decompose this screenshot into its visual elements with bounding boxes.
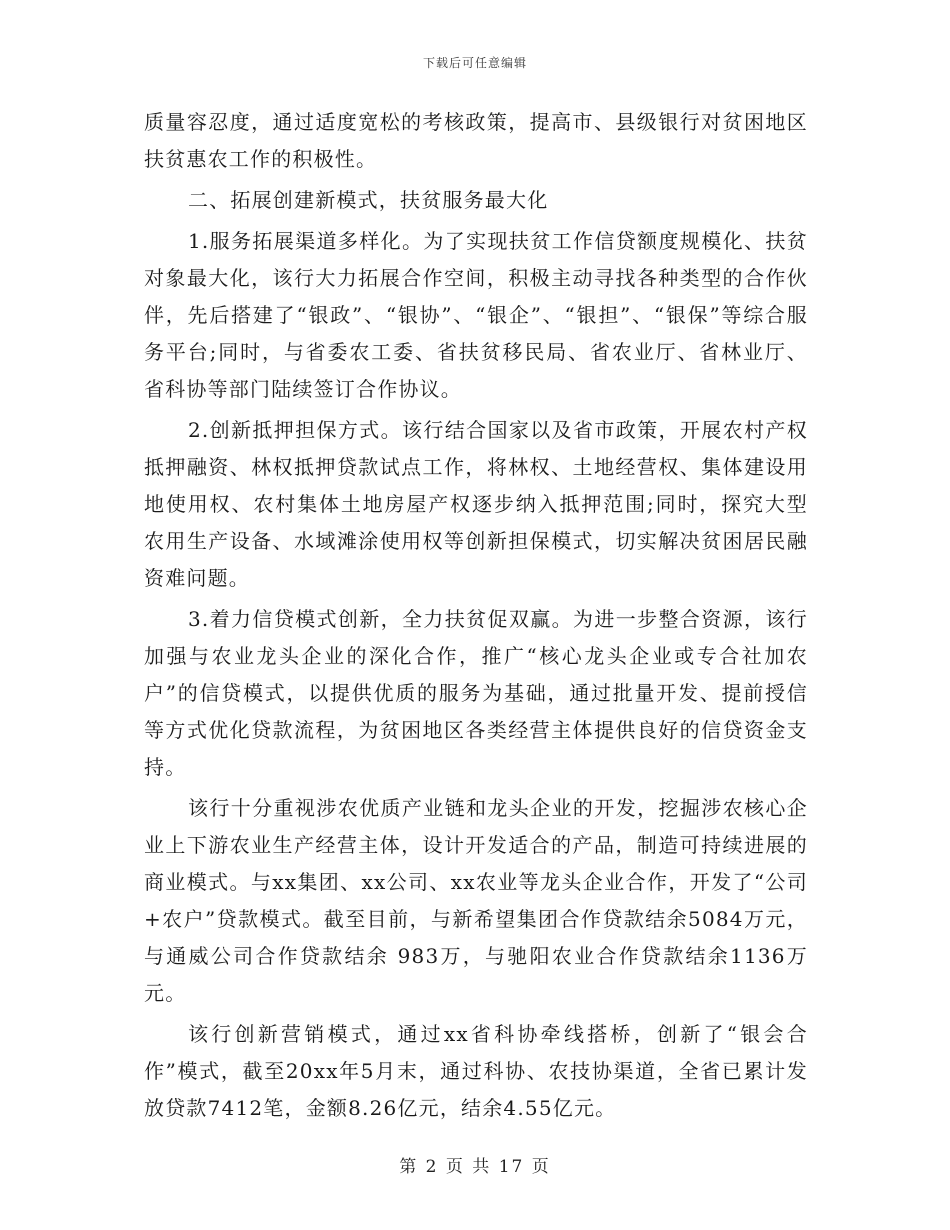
page-header-note: 下载后可任意编辑: [422, 56, 527, 70]
paragraph-industry-chain: 该行十分重视涉农优质产业链和龙头企业的开发，挖掘涉农核心企业上下游农业生产经营主体，设计开发适合的产品，制造可持续进展的商业模式。与xx集团、xx公司、xx农业等龙头企业合作，开发了“公司+农户”贷款模式。截至目前，与新希望集团合作贷款结余5084万元，与通威公司合作贷款结余 983万，与驰阳农业合作贷款结余1136万元。: [144, 796, 808, 1005]
paragraph-service-channels: 1.服务拓展渠道多样化。为了实现扶贫工作信贷额度规模化、扶贫对象最大化，该行大力拓展合作空间，积极主动寻找各种类型的合作伙伴，先后搭建了“银政”、“银协”、“银企”、“银担”、“银保”等综合服务平台;同时，与省委农工委、省扶贫移民局、省农业厅、省林业厅、省科协等部门陆续签订合作协议。: [144, 229, 808, 401]
section-heading-2: 二、拓展创建新模式，扶贫服务最大化: [188, 188, 549, 212]
document-body: [144, 104, 808, 1131]
paragraph-collateral: 2.创新抵押担保方式。该行结合国家以及省市政策，开展农村产权抵押融资、林权抵押贷款试点工作，将林权、土地经营权、集体建设用地使用权、农村集体土地房屋产权逐步纳入抵押范围;同时，探究大型农用生产设备、水域滩涂使用权等创新担保模式，切实解决贫困居民融资难问题。: [144, 418, 808, 590]
paragraph-credit-model: 3.着力信贷模式创新，全力扶贫促双赢。为进一步整合资源，该行加强与农业龙头企业的深化合作，推广“核心龙头企业或专合社加农户”的信贷模式，以提供优质的服务为基础，通过批量开发、提前授信等方式优化贷款流程，为贫困地区各类经营主体提供良好的信贷资金支持。: [144, 607, 808, 779]
paragraph-1: 质量容忍度，通过适度宽松的考核政策，提高市、县级银行对贫困地区扶贫惠农工作的积极性。: [144, 110, 808, 171]
page-number: 第 2 页 共 17 页: [399, 1157, 551, 1177]
paragraph-marketing-model: 该行创新营销模式，通过xx省科协牵线搭桥，创新了“银会合作”模式，截至20xx年5月末，通过科协、农技协渠道，全省已累计发放贷款7412笔，金额8.26亿元，结余4.55亿元。: [144, 1022, 808, 1120]
